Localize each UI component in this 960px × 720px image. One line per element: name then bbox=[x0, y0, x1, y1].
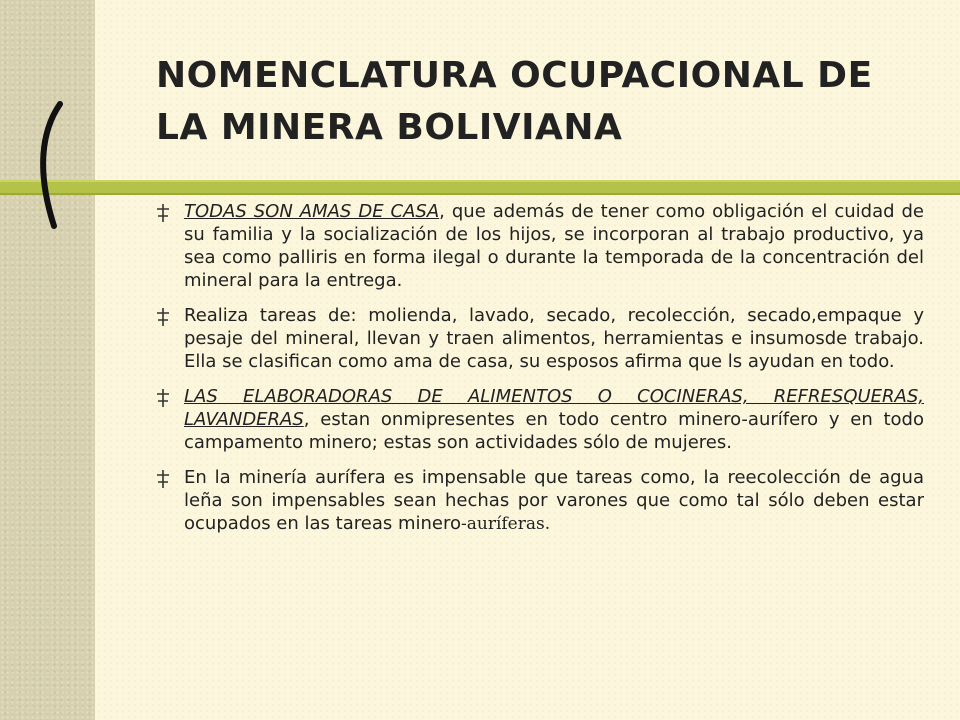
list-item bbox=[148, 385, 924, 454]
bullet-emphasis: LAS ELABORADORAS DE ALIMENTOS O COCINERAS, REFRESQUERAS, LAVANDERAS bbox=[184, 386, 924, 430]
bullet-text bbox=[184, 466, 924, 536]
bullet-body: , estan onmipresentes en todo centro minero-aurífero y en todo campamento minero; estas son actividades sólo de mujeres. bbox=[184, 409, 924, 453]
pin-bullet-icon bbox=[154, 469, 172, 489]
bullet-text bbox=[184, 200, 924, 292]
bullet-text bbox=[184, 304, 924, 373]
bullet-emphasis: TODAS SON AMAS DE CASA bbox=[184, 201, 440, 222]
bracket-decoration-icon bbox=[28, 100, 68, 230]
bullet-body: En la minería aurífera es impensable que tareas como, la reecolección de agua leña son impensables sean hechas por varones que como tal sólo deben estar ocupados en las tareas minero bbox=[184, 467, 924, 534]
title-line-2: LA MINERA BOLIVIANA bbox=[156, 107, 623, 148]
bullet-text bbox=[184, 385, 924, 454]
pin-bullet-icon bbox=[154, 388, 172, 408]
title-line-1: NOMENCLATURA OCUPACIONAL DE bbox=[156, 55, 873, 96]
pin-bullet-icon bbox=[154, 203, 172, 223]
bullet-list bbox=[148, 200, 924, 548]
list-item bbox=[148, 466, 924, 536]
list-item bbox=[148, 200, 924, 292]
bullet-tail: -auríferas. bbox=[460, 514, 551, 534]
slide-title bbox=[156, 50, 916, 154]
pin-bullet-icon bbox=[154, 307, 172, 327]
bullet-body: , que además de tener como obligación el cuidad de su familia y la socialización de los hijos, se incorporan al trabajo productivo, ya sea como palliris en forma ilegal o durante la temporada de la concentración del mineral para la entrega. bbox=[184, 201, 925, 291]
green-divider-bar bbox=[0, 180, 960, 195]
bullet-body: Realiza tareas de: molienda, lavado, secado, recolección, secado,empaque y pesaje del mineral, llevan y traen alimentos, herramientas e insumosde trabajo. Ella se clasifican como ama de casa, su esposos afirma que ls ayudan en todo. bbox=[184, 305, 924, 372]
list-item bbox=[148, 304, 924, 373]
